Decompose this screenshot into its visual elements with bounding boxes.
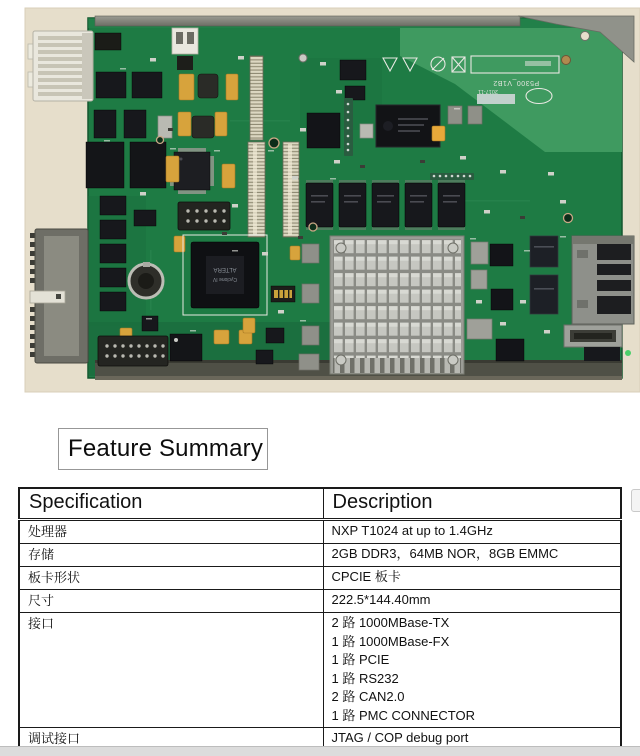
section-title [58, 428, 268, 470]
desc-line: NXP T1024 at up to 1.4GHz [331, 523, 493, 538]
desc-cell [323, 567, 621, 590]
section-title-text: Feature Summary [68, 435, 264, 462]
dip-switch [271, 286, 295, 302]
battery-holder [129, 262, 163, 298]
sram-chips [530, 236, 558, 314]
rj45-connector [572, 236, 634, 324]
spec-cell: 调试接口 [19, 727, 323, 751]
desc-cell [323, 544, 621, 567]
next-page-edge [0, 746, 640, 756]
desc-line: 1 路 PMC CONNECTOR [331, 707, 475, 723]
desc-line: JTAG / COP debug port [331, 729, 469, 745]
spec-table-body [19, 520, 621, 751]
spec-table [18, 487, 622, 752]
heatsink [330, 236, 464, 374]
desc-line: 2 路 CAN2.0 [331, 689, 405, 705]
crystal [360, 124, 373, 138]
idc-header-top [178, 202, 230, 230]
desc-line: CPCIE 板卡 [331, 569, 401, 584]
cpci-connector [30, 229, 88, 363]
fpga-brand-label: ALTERA [213, 266, 237, 272]
status-led [625, 350, 631, 356]
table-header-row [19, 488, 621, 520]
desc-line: 2 路 1000MBase-TX [331, 615, 450, 630]
spec-cell: 存储 [19, 544, 323, 567]
column-header-specification: Specification [19, 488, 323, 520]
flash-chip [376, 105, 440, 147]
desc-cell [323, 613, 621, 728]
desc-line: 2GB DDR3，64MB NOR，8GB EMMC [331, 546, 559, 561]
desc-cell [323, 590, 621, 613]
desc-line: 222.5*144.40mm [331, 592, 431, 607]
desc-line: 1 路 RS232 [331, 670, 399, 686]
fpga-chip [183, 235, 267, 315]
page-edge-widget [631, 489, 640, 512]
column-header-description: Description [323, 488, 621, 520]
desc-line: 1 路 1000MBase-FX [331, 633, 450, 649]
fpga-model-label: Cyclone IV [212, 276, 238, 282]
date-silkscreen: 2017-11 [478, 88, 498, 94]
standoff-screw [299, 54, 307, 62]
spec-cell: 接口 [19, 613, 323, 728]
table-row [19, 613, 621, 728]
white-label [477, 94, 515, 104]
spec-cell: 板卡形状 [19, 567, 323, 590]
table-row [19, 567, 621, 590]
table-row [19, 590, 621, 613]
table-row [19, 520, 621, 544]
desc-cell [323, 520, 621, 544]
power-connector [28, 31, 93, 101]
spec-cell: 尺寸 [19, 590, 323, 613]
ddr-chips [306, 180, 465, 230]
desc-line: 1 路 PCIE [331, 652, 390, 668]
table-row [19, 544, 621, 567]
spec-cell: 处理器 [19, 520, 323, 544]
bronze-screw [562, 56, 571, 65]
idc-header-bottom [98, 336, 168, 366]
model-silkscreen: P5300_V1B2 [492, 79, 540, 86]
